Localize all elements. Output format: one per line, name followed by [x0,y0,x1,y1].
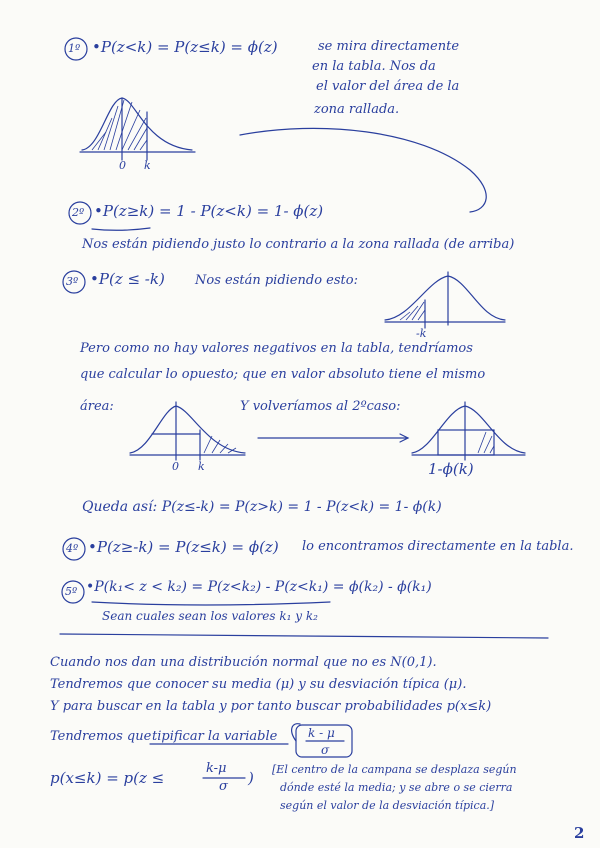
case5-underline [92,602,330,605]
case3-graph2-zero: 0 [172,460,179,473]
case1-desc-1: se mira directamente [318,39,460,54]
case3-desc: Nos están pidiendo esto: [195,273,358,288]
arrow-case1-to-2 [240,128,486,212]
case1-graph-k: k [144,159,151,172]
case1-desc-3: el valor del área de la [316,79,460,94]
case3-middle-text: Y volveríamos al 2ºcaso: [240,399,401,414]
final-formula-num: k-μ [206,761,227,776]
typify-word: tipificar la variable [152,729,278,744]
typify-fraction-den: σ [321,743,330,757]
normal-line-1: Cuando nos dan una distribución normal que no es N(0,1). [50,655,437,670]
case3-number: 3º [66,275,79,288]
final-formula-lhs: p(x≤k) = p(z ≤ [50,769,165,787]
typify-fraction-num: k - μ [308,726,335,740]
bracket-note-1: [El centro de la campana se desplaza según [272,763,517,776]
case3-formula: •P(z ≤ -k) [90,270,165,288]
final-formula-den: σ [219,779,228,794]
page-number: 2 [574,824,585,842]
graph-case3 [385,272,505,328]
case1-desc-2: en la tabla. Nos da [312,59,436,74]
typify-prefix: Tendremos que [50,729,152,744]
normal-line-3: Y para buscar en la tabla y por tanto buscar probabilidades p(x≤k) [50,699,492,714]
case3-bottom-label: 1-ϕ(k) [428,460,474,478]
normal-line-2: Tendremos que conocer su media (μ) y su desviación típica (μ). [50,677,467,692]
final-formula-rhs: ) [248,769,254,787]
graph-case1 [80,98,195,160]
case3-para-3: área: [80,399,114,414]
bracket-note-2: dónde esté la media; y se abre o se cierra [280,781,513,794]
case3-result: Queda así: P(z≤-k) = P(z>k) = 1 - P(z<k) = 1- ϕ(k) [82,499,442,515]
case3-para-2: que calcular lo opuesto; que en valor absoluto tiene el mismo [80,367,486,382]
case1-formula: •P(z<k) = P(z≤k) = ϕ(z) [92,38,278,56]
graph-case2-again [412,402,525,460]
case2-desc: Nos están pidiendo justo lo contrario a la zona rallada (de arriba) [82,237,515,252]
case2-number: 2º [72,206,85,219]
case2-formula: •P(z≥k) = 1 - P(z<k) = 1- ϕ(z) [94,202,324,220]
case3-graph-minus-k: -k [416,327,427,340]
case5-desc: Sean cuales sean los valores k₁ y k₂ [102,609,318,623]
case1-desc-4: zona rallada. [314,102,400,117]
case5-number: 5º [65,585,78,598]
graph-case3-opposite [130,402,245,460]
case4-desc: lo encontramos directamente en la tabla. [302,539,574,554]
case4-formula: •P(z≥-k) = P(z≤k) = ϕ(z) [88,538,279,556]
case3-graph2-k: k [198,460,205,473]
case3-para-1: Pero como no hay valores negativos en la tabla, tendríamos [80,341,473,356]
case1-graph-zero: 0 [119,159,126,172]
bracket-note-3: según el valor de la desviación típica.] [280,799,495,812]
case2-underline [92,228,150,230]
case5-formula: •P(k₁< z < k₂) = P(z<k₂) - P(z<k₁) = ϕ(k₂) - ϕ(k₁) [86,579,432,595]
case1-number: 1º [68,42,81,55]
case4-number: 4º [66,542,79,555]
section-divider [60,634,548,638]
